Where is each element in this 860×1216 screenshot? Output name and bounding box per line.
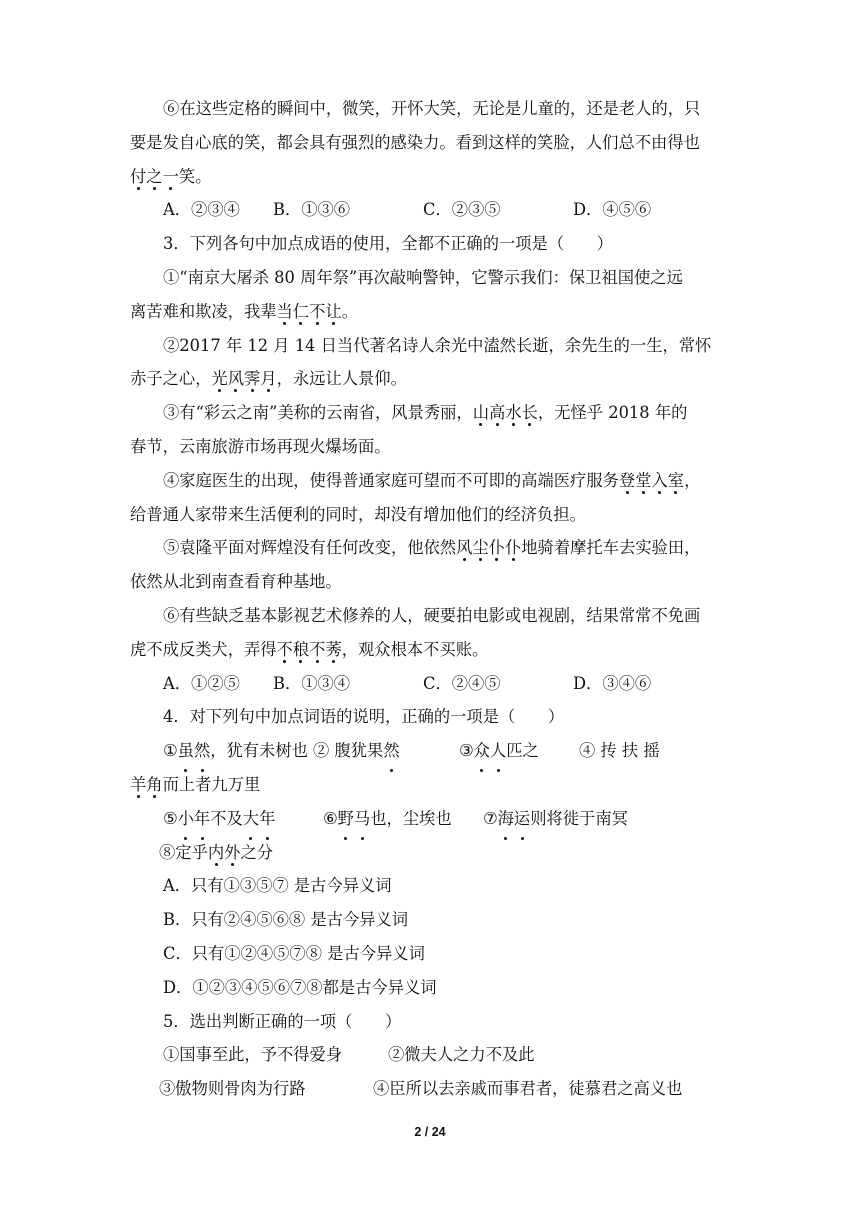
plain-text: ④家庭医生的出现，使得普通家庭可望而不可即的高端医疗服务 (163, 470, 619, 490)
dotted-char: 内 (207, 842, 225, 862)
dotted-char: 光 (211, 369, 228, 389)
dotted-char: 当 (276, 301, 293, 321)
q2-options (130, 193, 732, 227)
option-a: A．①②⑤ (163, 673, 240, 693)
plain-text: ⑧定乎 (159, 842, 208, 862)
q4-row4 (130, 836, 732, 870)
q3-item1-line2 (130, 295, 732, 329)
dotted-char: 羊 (130, 774, 147, 794)
dotted-char: 外 (224, 842, 241, 862)
dotted-char: 稂 (292, 639, 310, 659)
plain-text: ⑤袁隆平面对辉煌没有任何改变，他依然 (163, 538, 457, 558)
q3-item2-line2 (130, 362, 732, 396)
q3-item1-line1: ①“南京大屠杀 80 周年祭”再次敲响警钟，它警示我们：保卫祖国使之远 (163, 267, 683, 287)
q2-item6-line3 (130, 160, 732, 194)
q3-item4-line2: 给普通人家带来生活便利的同时，却没有增加他们的经济负担。 (130, 504, 586, 524)
plain-text: ，无怪乎 2018 年的 (537, 403, 688, 423)
dotted-char: 虽 (178, 734, 194, 768)
q4-stem: 4．对下列句中加点词语的说明，正确的一项是（ ） (163, 707, 565, 727)
q3-item5-line1 (130, 531, 732, 565)
option-d: D．④⑤⑥ (573, 200, 652, 220)
option-a: A．②③④ (163, 200, 240, 220)
plain-text: ，永远让人景仰。 (276, 369, 407, 389)
dotted-char: 仆 (504, 538, 522, 558)
dotted-char: 海 (498, 802, 514, 836)
q2-item6-line2: 要是发自心底的笑，都会具有强烈的感染力。看到这样的笑脸，人们总不由得也 (130, 132, 700, 152)
q4-row1 (130, 734, 732, 768)
plain-text: 不及 (210, 808, 243, 828)
q4-option-c: C．只有①②④⑤⑦⑧ 是古今异义词 (163, 943, 425, 963)
dotted-char: 室 (667, 470, 685, 490)
plain-text: ① (163, 741, 178, 761)
q4-row3 (130, 802, 732, 836)
plain-text: ⑤ (163, 808, 178, 828)
dotted-char: 风 (227, 369, 245, 389)
option-c: C．②④⑤ (423, 673, 501, 693)
dotted-char: 仁 (292, 301, 310, 321)
plain-text: 。 (341, 301, 359, 321)
q5-row2 (130, 1072, 732, 1106)
plain-text: 虎不成反类犬，弄得 (130, 639, 277, 659)
plain-text: ⑥ (323, 808, 338, 828)
plain-text: ，犹有未树也 (210, 741, 308, 761)
q4-item5 (163, 802, 323, 836)
plain-text: ⑦ (483, 808, 498, 828)
dotted-char: 莠 (325, 639, 342, 659)
dotted-char: 人 (490, 734, 506, 768)
option-b: B．①③⑥ (273, 200, 351, 220)
q4-item6 (323, 802, 483, 836)
plain-text: ③ (459, 741, 474, 761)
q3-item3-line1 (130, 396, 732, 430)
q4-item7 (483, 802, 628, 836)
plain-text: 也，尘埃也 (370, 808, 452, 828)
dotted-char: 角 (146, 774, 163, 794)
q3-options (130, 667, 732, 701)
q4-option-b: B．只有②④⑤⑥⑧ 是古今异义词 (163, 910, 409, 930)
q3-item5-line2: 依然从北到南查看育种基地。 (130, 572, 342, 592)
plain-text: ， (684, 470, 701, 490)
dotted-char: 年 (194, 802, 210, 836)
q4-option-a: A．只有①③⑤⑦ 是古今异义词 (163, 876, 392, 896)
dotted-char: 小 (178, 802, 194, 836)
dotted-char: 然 (194, 734, 210, 768)
q4-option-d: D．①②③④⑤⑥⑦⑧都是古今异义词 (163, 977, 437, 997)
plain-text: ，观众根本不买账。 (341, 639, 489, 659)
page-content (130, 92, 732, 1106)
dotted-char: 不 (309, 639, 326, 659)
option-c: C．②③⑤ (423, 200, 501, 220)
dotted-char: 山 (472, 403, 490, 423)
dotted-char: 众 (474, 734, 490, 768)
q2-item6-line1: ⑥在这些定格的瞬间中，微笑，开怀大笑，无论是儿童的，还是老人的，只 (163, 99, 701, 118)
dotted-char: 霁 (244, 369, 261, 389)
q3-item3-line2: 春节，云南旅游市场再现火爆场面。 (130, 436, 391, 456)
q4-item1 (163, 734, 313, 768)
q4-item2 (313, 734, 459, 768)
dotted-char: 之 (146, 166, 163, 186)
plain-text: 笑。 (178, 166, 212, 186)
plain-text: 赤子之心， (130, 369, 212, 389)
dotted-char: 入 (651, 470, 668, 490)
plain-text: 匹之 (506, 741, 539, 761)
dotted-char: 马 (354, 802, 370, 836)
dotted-char: 年 (259, 802, 275, 836)
dotted-char: 一 (162, 166, 179, 186)
plain-text: 而上者九万里 (162, 774, 261, 794)
plain-text: ③有“彩云之南”美称的云南省，风景秀丽， (163, 403, 473, 423)
plain-text: ② 腹犹果 (313, 741, 384, 761)
dotted-char: 付 (130, 166, 147, 186)
q5-item2: ②微夫人之力不及此 (388, 1045, 535, 1065)
dotted-char: 不 (309, 301, 326, 321)
dotted-char: 不 (276, 639, 293, 659)
dotted-char: 长 (521, 403, 538, 423)
q4-item4: ④ 抟 扶 摇 (579, 741, 660, 761)
dotted-char: 风 (456, 538, 473, 558)
dotted-char: 堂 (635, 470, 652, 490)
dotted-char: 水 (505, 403, 522, 423)
option-b: B．①③④ (273, 673, 351, 693)
plain-text: 离苦难和欺凌，我辈 (130, 301, 277, 321)
q3-item2-line1: ②2017 年 12 月 14 日当代著名诗人余光中溘然长逝，余先生的一生，常怀 (163, 335, 712, 355)
q3-item4-line1 (130, 464, 732, 498)
dotted-char: 让 (325, 301, 342, 321)
q5-item1: ①国事至此，予不得爱身 (163, 1045, 343, 1065)
q4-item3 (459, 734, 579, 768)
page-number: 2 / 24 (414, 1125, 446, 1139)
dotted-char: 高 (489, 403, 506, 423)
dotted-char: 尘 (472, 538, 489, 558)
q3-stem: 3．下列各句中加点成语的使用，全都不正确的一项是（ ） (163, 234, 613, 254)
dotted-char: 野 (338, 802, 354, 836)
q3-item6-line2 (130, 633, 732, 667)
plain-text: 之分 (240, 842, 274, 862)
dotted-char: 然 (383, 734, 399, 768)
dotted-char: 大 (243, 802, 259, 836)
q5-item4: ④臣所以去亲戚而事君者，徒慕君之高义也 (373, 1079, 683, 1099)
dotted-char: 运 (514, 802, 530, 836)
q5-stem: 5．选出判断正确的一项（ ） (163, 1011, 402, 1031)
dotted-char: 仆 (488, 538, 505, 558)
q5-row1 (130, 1038, 732, 1072)
q5-item3: ③傲物则骨肉为行路 (159, 1079, 306, 1099)
dotted-char: 月 (260, 369, 277, 389)
plain-text: 则将徙于南冥 (530, 808, 628, 828)
option-d: D．③④⑥ (573, 673, 652, 693)
plain-text: 地骑着摩托车去实验田， (521, 538, 701, 558)
q3-item6-line1: ⑥有些缺乏基本影视艺术修养的人，硬要拍电影或电视剧，结果常常不免画 (163, 605, 701, 625)
dotted-char: 登 (618, 470, 636, 490)
q4-row2 (130, 768, 732, 802)
